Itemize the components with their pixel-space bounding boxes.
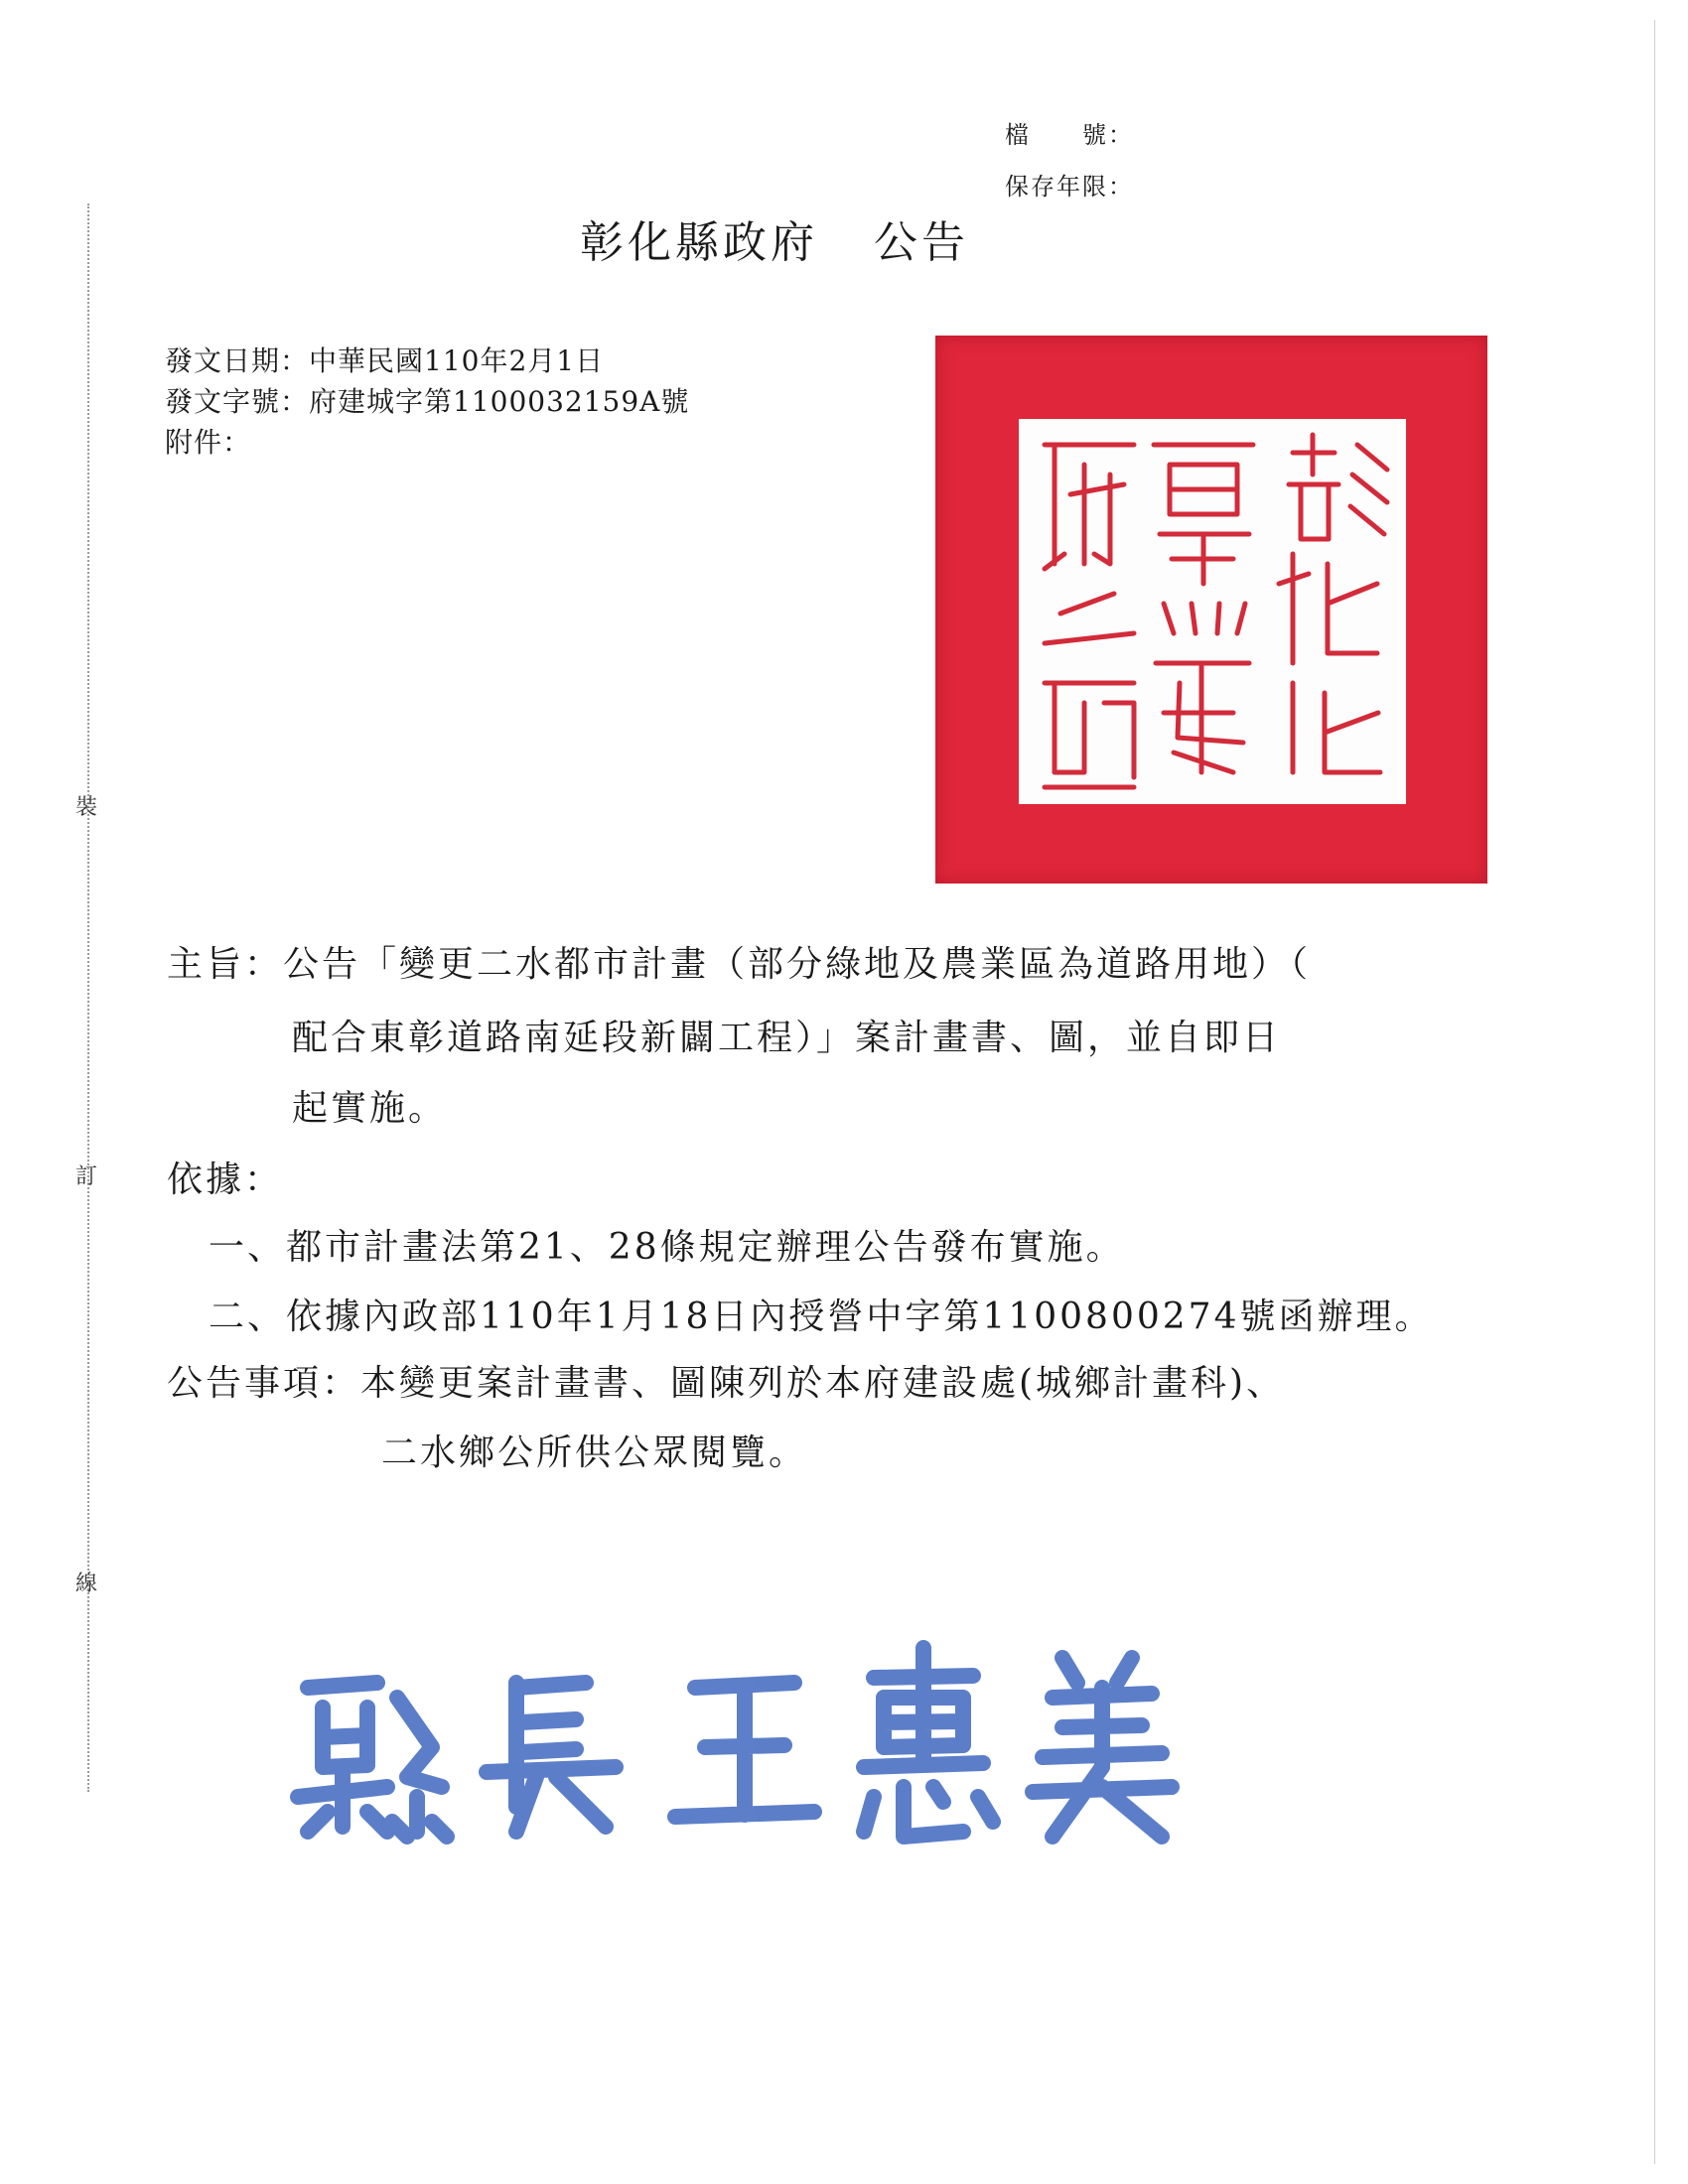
retention-period-label: 保存年限： bbox=[1005, 173, 1134, 201]
official-seal bbox=[935, 336, 1487, 884]
page-edge-line bbox=[1654, 20, 1655, 2164]
seal-graphic bbox=[935, 336, 1487, 884]
notice-line-1: 公告事項：本變更案計畫書、圖陳列於本府建設處(城鄉計畫科)、 bbox=[167, 1363, 1286, 1404]
magistrate-signature-stamp bbox=[268, 1628, 1192, 1856]
subject-line-3: 起實施。 bbox=[292, 1088, 448, 1129]
notice-line-2: 二水鄉公所供公眾閱覽。 bbox=[381, 1433, 808, 1473]
document-number: 發文字號：府建城字第1100032159A號 bbox=[165, 385, 690, 418]
attachment-label: 附件： bbox=[165, 426, 252, 459]
issuing-organization: 彰化縣政府 bbox=[580, 217, 818, 268]
binding-line bbox=[87, 204, 89, 1792]
document-type: 公告 bbox=[874, 217, 969, 268]
margin-char-zhuang: 裝 bbox=[75, 795, 98, 820]
basis-item-1: 一、都市計畫法第21、28條規定辦理公告發布實施。 bbox=[209, 1227, 1125, 1268]
subject-line-2: 配合東彰道路南延段新闢工程）」案計畫書、圖，並自即日 bbox=[292, 1018, 1282, 1058]
margin-char-ding: 訂 bbox=[75, 1164, 98, 1189]
document-title bbox=[580, 206, 969, 270]
issue-date: 發文日期：中華民國110年2月1日 bbox=[165, 344, 605, 377]
basis-item-2: 二、依據內政部110年1月18日內授營中字第1100800274號函辦理。 bbox=[209, 1297, 1434, 1337]
basis-label: 依據： bbox=[167, 1160, 284, 1200]
margin-char-xian: 線 bbox=[75, 1571, 98, 1596]
file-number-label: 檔 號： bbox=[1005, 121, 1134, 149]
subject-line-1: 主旨：公告「變更二水都市計畫（部分綠地及農業區為道路用地）（ bbox=[167, 944, 1312, 985]
signature-graphic bbox=[268, 1628, 1192, 1856]
